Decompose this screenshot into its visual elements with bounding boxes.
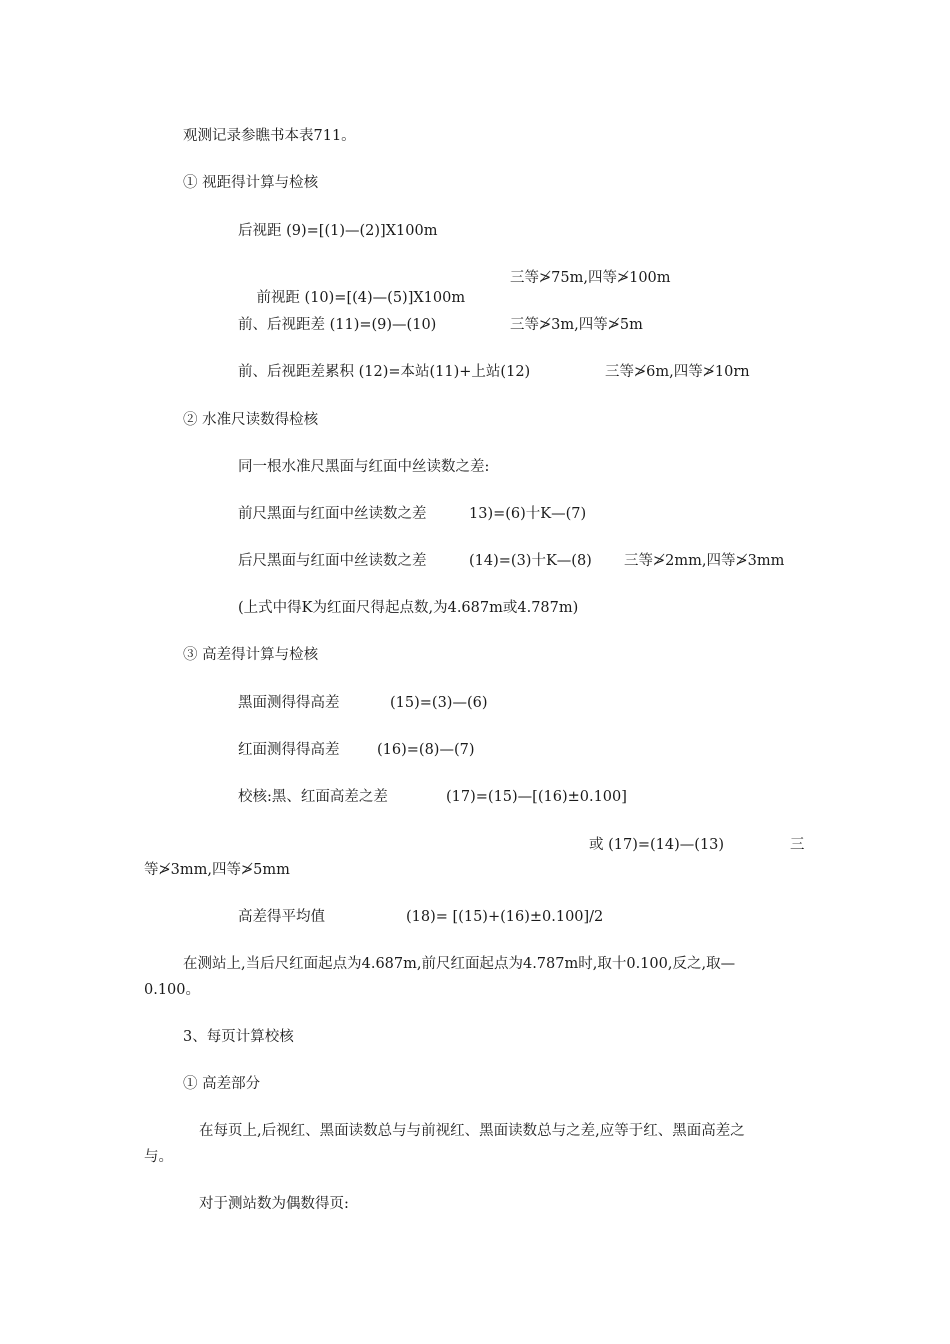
front-staff-label: 前尺黑面与红面中丝读数之差 [238,506,427,522]
mean-height-formula: (18)= [(15)+(16)±0.100]/2 [406,909,604,925]
back-staff-label: 后尺黑面与红面中丝读数之差 [238,553,427,569]
alt-check-formula: 或 (17)=(14)—(13) [589,837,725,853]
same-staff-text: 同一根水准尺黑面与红面中丝读数之差: [238,459,490,475]
section-staff-check-title: ② 水准尺读数得检核 [183,412,319,428]
distance-diff-formula: 前、后视距差 (11)=(9)—(10) [238,317,437,333]
distance-cum-formula: 前、后视距差累积 (12)=本站(11)+上站(12) [238,364,531,380]
front-staff-formula: 13)=(6)十K—(7) [469,506,587,522]
front-distance-formula: 前视距 (10)=[(4)—(5)]X100m [256,290,466,306]
red-height-formula: (16)=(8)—(7) [377,742,475,758]
height-part-title: ① 高差部分 [183,1076,261,1092]
distance-diff-limit: 三等≯3m,四等≯5m [510,317,643,333]
front-distance-limit: 三等≯75m,四等≯100m [510,270,671,286]
back-staff-formula: (14)=(3)十K—(8) [469,553,592,569]
station-note-line2: 0.100。 [144,982,201,998]
section-height-diff-title: ③ 高差得计算与检核 [183,647,319,663]
red-height-label: 红面测得得高差 [238,742,340,758]
back-staff-limit: 三等≯2mm,四等≯3mm [624,553,785,569]
page-note-line1: 在每页上,后视红、黑面读数总与与前视红、黑面读数总与之差,应等于红、黑面高差之 [199,1123,745,1139]
even-pages-text: 对于测站数为偶数得页: [199,1196,349,1212]
page-note-line2: 与。 [144,1149,173,1165]
alt-check-limit-rest: 等≯3mm,四等≯5mm [144,862,290,878]
black-height-formula: (15)=(3)—(6) [390,695,488,711]
section-page-check-title: 3、每页计算校核 [183,1029,294,1045]
alt-check-limit-start: 三 [790,837,805,853]
intro-text: 观测记录参瞧书本表711。 [183,128,356,144]
distance-cum-limit: 三等≯6m,四等≯10rn [605,364,750,380]
mean-height-label: 高差得平均值 [238,909,325,925]
back-distance-formula: 后视距 (9)=[(1)—(2)]X100m [238,223,438,239]
section-sight-distance-title: ① 视距得计算与检核 [183,175,319,191]
black-height-label: 黑面测得得高差 [238,695,340,711]
k-note: (上式中得K为红面尺得起点数,为4.687m或4.787m) [238,600,579,616]
station-note-line1: 在测站上,当后尺红面起点为4.687m,前尺红面起点为4.787m时,取十0.100,反之,取— [183,956,736,972]
check-formula: (17)=(15)—[(16)±0.100] [446,789,627,805]
check-label: 校核:黑、红面高差之差 [238,789,388,805]
